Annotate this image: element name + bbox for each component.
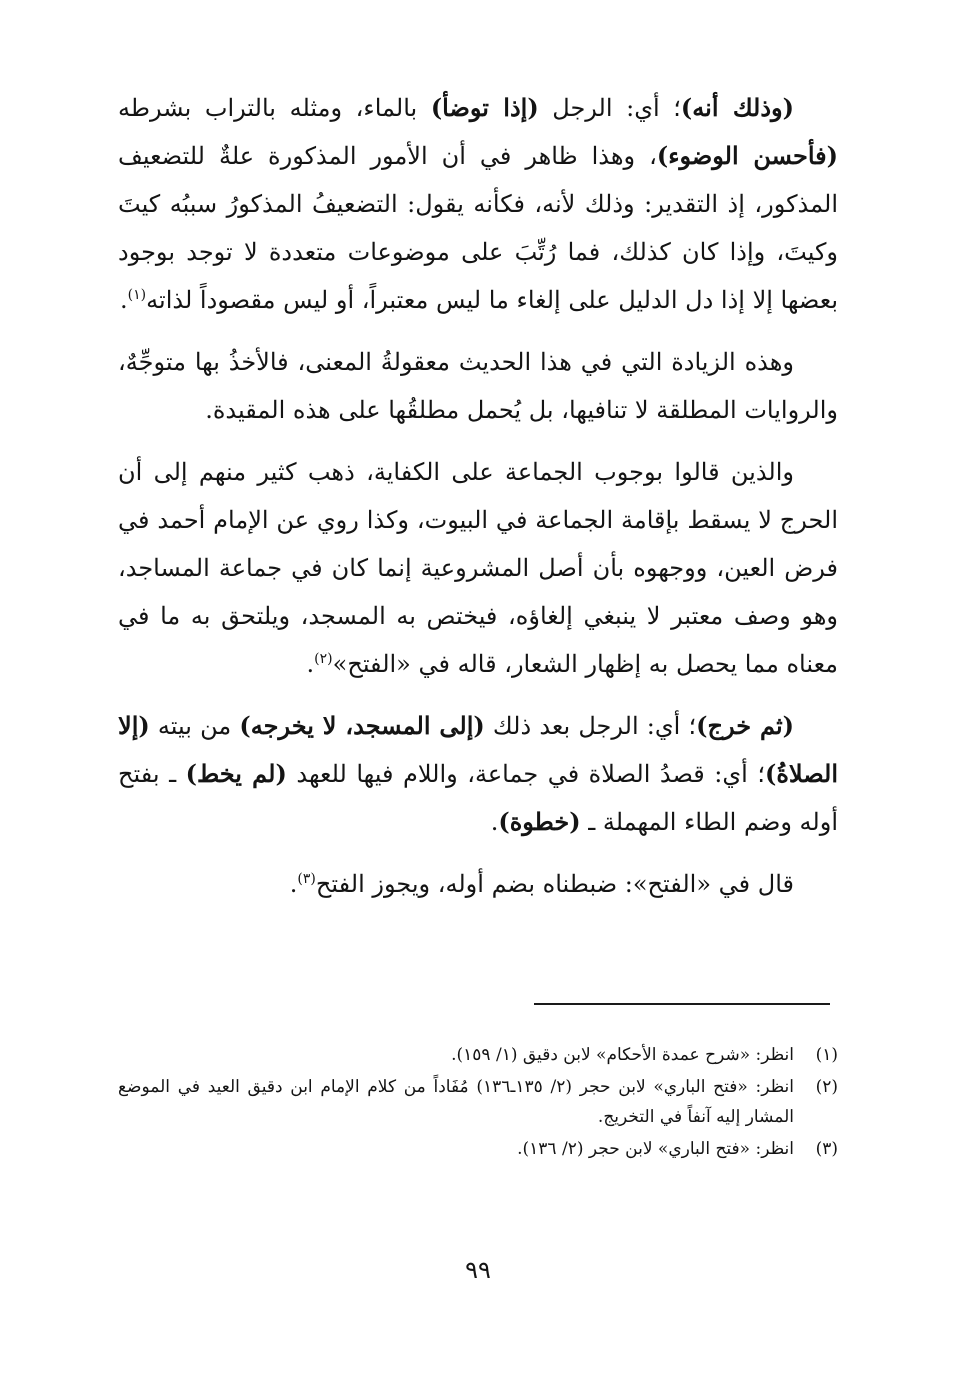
footnote-divider xyxy=(534,1003,830,1005)
commentary-text: من بيته xyxy=(149,712,240,740)
paragraph-1 xyxy=(118,84,838,324)
footnote-1 xyxy=(118,1040,838,1070)
hadith-quote: (لم يخط) xyxy=(185,759,287,788)
commentary-text: ـ بفتح أوله وضم الطاء المهملة ـ xyxy=(118,760,838,836)
commentary-text: والذين قالوا بوجوب الجماعة على الكفاية، ذهب كثير منهم إلى أن الحرج لا يسقط بإقامة الجماعة في البيوت، وكذا روي عن الإمام أحمد في فرض العين، ووجهوه بأن أصل المشروعية إنما كان في جماعة المساجد، وهو وصف معتبر لا ينبغي إلغاؤه، فيختص به المسجد، ويلتحق به ما في معناه مما يحصل به إظهار الشعار، قاله في «الفتح» xyxy=(118,458,838,678)
paragraph-2 xyxy=(118,338,838,434)
commentary-text: ، وهذا ظاهر في أن الأمور المذكورة علةٌ للتضعيف المذكور، إذ التقدير: وذلك لأنه، فكأنه يقول: التضعيفُ المذكورُ سببُه كيتَ وكيتَ، وإذا كان كذلك، فما رُتِّبَ على موضوعات متعددة لا توجد بوجود بعضها إلا إذا دل الدليل على إلغاء ما ليس معتبراً، أو ليس مقصوداً لذاته xyxy=(118,142,839,314)
commentary-text: ؛ أي: الرجل xyxy=(538,94,681,122)
footnote-text: انظر: «فتح الباري» لابن حجر (٢/ ١٣٦). xyxy=(517,1139,794,1159)
commentary-text: ؛ أي: قصدُ الصلاة في جماعة، واللام فيها للعهد xyxy=(286,760,765,788)
commentary-text: وهذه الزيادة التي في هذا الحديث معقولةُ المعنى، فالأخذُ بها متوجِّهٌ، والروايات المطلقة لا تنافيها، بل يُحمل مطلقُها على هذه المقيدة. xyxy=(118,348,838,424)
page-number: ٩٩ xyxy=(465,1256,491,1284)
main-text xyxy=(118,84,838,908)
commentary-text: . xyxy=(306,650,315,678)
commentary-text: ؛ أي: الرجل بعد ذلك xyxy=(484,712,697,740)
footnote-number: (٢) xyxy=(815,1077,838,1097)
footnote-2 xyxy=(118,1072,838,1132)
footnote-text: انظر: «شرح عمدة الأحكام» لابن دقيق (١/ ١٥٩). xyxy=(451,1045,794,1065)
hadith-quote: (ثم خرج) xyxy=(696,711,794,740)
footnote-3 xyxy=(118,1134,838,1164)
commentary-text: . xyxy=(289,870,298,898)
footnote-text: انظر: «فتح الباري» لابن حجر (٢/ ١٣٥ـ١٣٦) مُفَاداً من كلام الإمام ابن دقيق العيد في الموضع المشار إليه آنفاً في التخريج. xyxy=(118,1077,794,1127)
commentary-text: بالماء، ومثله بالتراب بشرطه xyxy=(118,94,431,122)
paragraph-5 xyxy=(118,860,838,908)
hadith-quote: (إلا الصلاةُ) xyxy=(118,711,839,788)
hadith-quote: (خطوة) xyxy=(498,807,581,836)
footnote-number: (١) xyxy=(815,1045,838,1065)
hadith-quote: (فأحسن الوضوء) xyxy=(656,141,838,170)
commentary-text: . xyxy=(490,808,499,836)
footnote-reference[interactable]: (١) xyxy=(127,287,147,303)
footnote-reference[interactable]: (٢) xyxy=(314,651,333,667)
paragraph-4 xyxy=(118,702,838,846)
hadith-quote: (إذا توضأ) xyxy=(430,93,539,122)
footnotes xyxy=(118,1040,838,1166)
footnote-reference[interactable]: (٣) xyxy=(297,871,316,887)
hadith-quote: (إلى المسجد، لا يخرجه) xyxy=(239,711,485,740)
footnote-number: (٣) xyxy=(815,1139,838,1159)
commentary-text: . xyxy=(120,286,128,314)
hadith-quote: (وذلك أنه) xyxy=(680,93,795,122)
paragraph-3 xyxy=(118,448,838,688)
commentary-text: قال في «الفتح»: ضبطناه بضم أوله، ويجوز الفتح xyxy=(315,870,794,898)
